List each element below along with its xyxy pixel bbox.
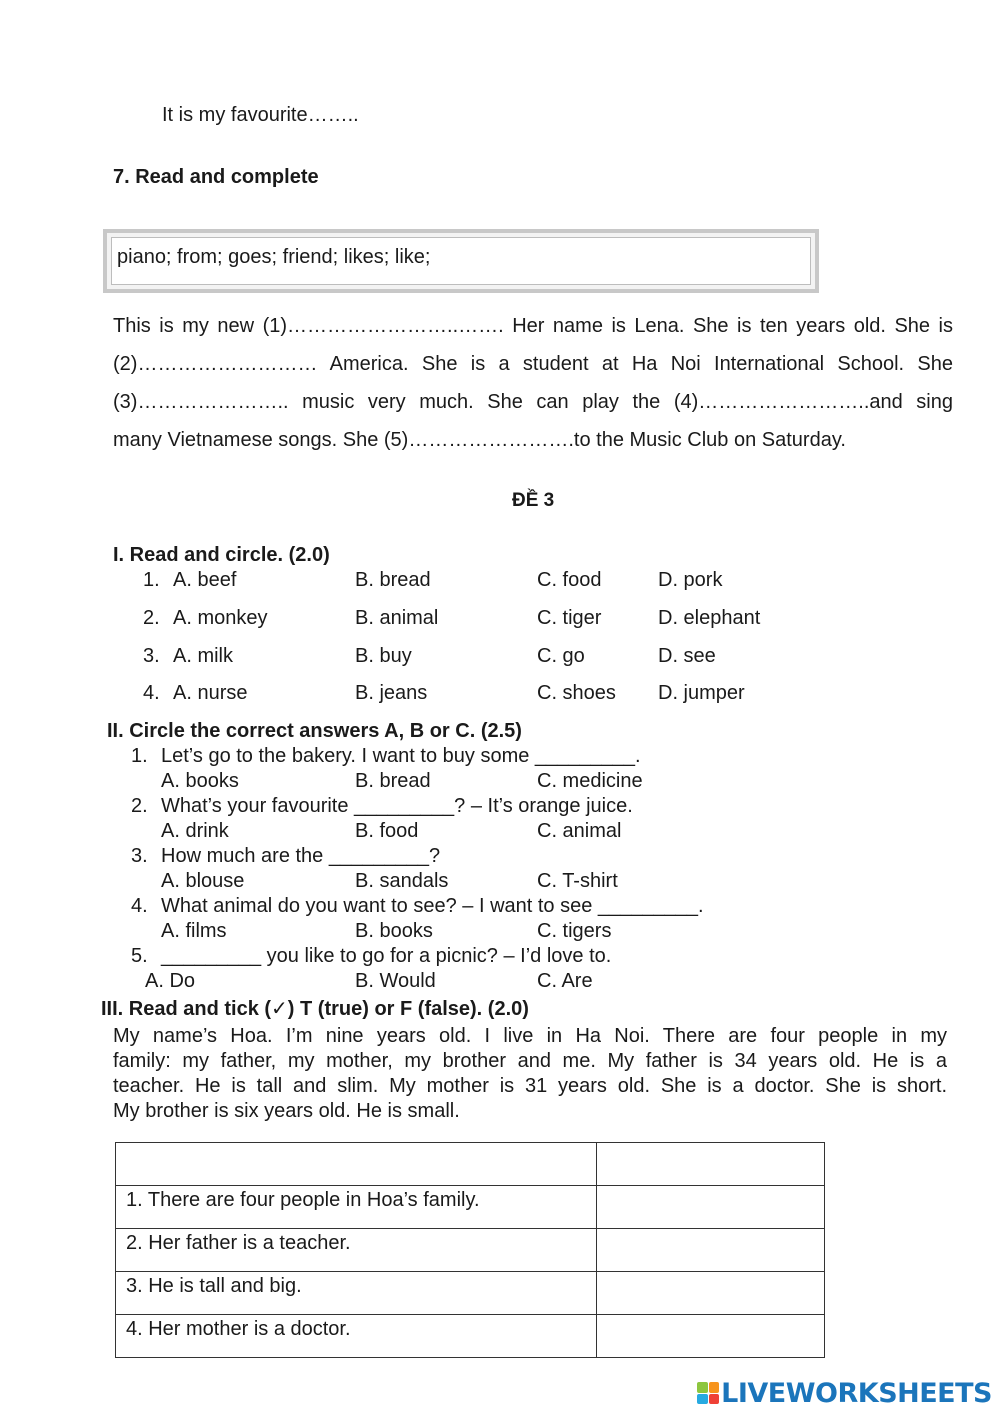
answer-cell[interactable] — [597, 1186, 825, 1229]
option-c[interactable]: C. tiger — [537, 607, 602, 629]
option-b[interactable]: B. Would — [355, 970, 436, 992]
logo-text: LIVEWORKSHEETS — [721, 1377, 992, 1409]
option-c[interactable]: C. tigers — [537, 920, 612, 942]
option-a[interactable]: A. monkey — [173, 607, 268, 629]
option-c[interactable]: C. go — [537, 645, 585, 667]
option-a[interactable]: A. milk — [173, 645, 233, 667]
option-a[interactable]: A. blouse — [161, 870, 245, 892]
completion-paragraph — [113, 307, 953, 459]
passage-line: My name’s Hoa. I’m nine years old. I live in Ha Noi. There are four people in my — [113, 1025, 947, 1047]
reading-passage — [113, 1024, 947, 1124]
question-number: 1. — [143, 569, 160, 591]
option-c[interactable]: C. Are — [537, 970, 593, 992]
logo-mark-icon — [697, 1382, 719, 1404]
completion-line: This is my new (1)……………………..……. Her name is Lena. She is ten years old. She is — [113, 315, 953, 337]
question-number: 4. — [131, 895, 148, 917]
option-c[interactable]: C. food — [537, 569, 602, 591]
question-text: What’s your favourite _________? – It’s orange juice. — [161, 795, 633, 817]
liveworksheets-logo — [697, 1378, 992, 1408]
option-b[interactable]: B. bread — [355, 770, 431, 792]
part-1-heading: I. Read and circle. (2.0) — [113, 544, 330, 566]
option-a[interactable]: A. drink — [161, 820, 229, 842]
previous-answer-line: It is my favourite…….. — [162, 104, 359, 126]
part-2-heading: II. Circle the correct answers A, B or C. (2.5) — [107, 720, 522, 742]
option-c[interactable]: C. medicine — [537, 770, 643, 792]
option-a[interactable]: A. films — [161, 920, 227, 942]
part-3-heading: III. Read and tick (✓) T (true) or F (false). (2.0) — [101, 998, 529, 1020]
option-b[interactable]: B. books — [355, 920, 433, 942]
option-a[interactable]: A. beef — [173, 569, 237, 591]
option-d[interactable]: D. jumper — [658, 682, 745, 704]
passage-line: teacher. He is tall and slim. My mother is 31 years old. She is a doctor. She is short. — [113, 1075, 947, 1097]
header-cell — [116, 1143, 597, 1186]
option-b[interactable]: B. sandals — [355, 870, 449, 892]
passage-line: family: my father, my mother, my brother and me. My father is 34 years old. He is a — [113, 1050, 947, 1072]
true-false-table — [115, 1142, 825, 1358]
option-b[interactable]: B. buy — [355, 645, 412, 667]
test-title: ĐỀ 3 — [512, 490, 555, 511]
question-number: 4. — [143, 682, 160, 704]
question-number: 2. — [131, 795, 148, 817]
question-number: 3. — [143, 645, 160, 667]
option-a[interactable]: A. nurse — [173, 682, 248, 704]
statement-cell: 2. Her father is a teacher. — [116, 1229, 597, 1272]
option-d[interactable]: D. see — [658, 645, 716, 667]
table-row — [116, 1315, 825, 1358]
table-header-row — [116, 1143, 825, 1186]
option-d[interactable]: D. elephant — [658, 607, 761, 629]
question-text: What animal do you want to see? – I want to see _________. — [161, 895, 704, 917]
answer-cell[interactable] — [597, 1315, 825, 1358]
option-c[interactable]: C. animal — [537, 820, 622, 842]
completion-line: (3)………………….. music very much. She can play the (4)……………………..and sing — [113, 391, 953, 413]
question-number: 3. — [131, 845, 148, 867]
option-b[interactable]: B. jeans — [355, 682, 428, 704]
table-row — [116, 1186, 825, 1229]
option-d[interactable]: D. pork — [658, 569, 723, 591]
word-box-text: piano; from; goes; friend; likes; like; — [117, 246, 431, 268]
option-c[interactable]: C. shoes — [537, 682, 616, 704]
statement-cell: 1. There are four people in Hoa’s family. — [116, 1186, 597, 1229]
table-row — [116, 1229, 825, 1272]
question-number: 2. — [143, 607, 160, 629]
option-b[interactable]: B. bread — [355, 569, 431, 591]
option-b[interactable]: B. food — [355, 820, 419, 842]
passage-line: My brother is six years old. He is small. — [113, 1100, 460, 1122]
option-a[interactable]: A. books — [161, 770, 239, 792]
word-box — [103, 229, 819, 293]
question-text: Let’s go to the bakery. I want to buy some _________. — [161, 745, 641, 767]
completion-line: (2)……………………… America. She is a student at Ha Noi International School. She — [113, 353, 953, 375]
statement-cell: 3. He is tall and big. — [116, 1272, 597, 1315]
question-number: 5. — [131, 945, 148, 967]
question-text: How much are the _________? — [161, 845, 441, 867]
option-a[interactable]: A. Do — [145, 970, 196, 992]
statement-cell: 4. Her mother is a doctor. — [116, 1315, 597, 1358]
answer-cell[interactable] — [597, 1229, 825, 1272]
question-text: _________ you like to go for a picnic? – I’d love to. — [161, 945, 612, 967]
answer-cell[interactable] — [597, 1272, 825, 1315]
question-number: 1. — [131, 745, 148, 767]
option-b[interactable]: B. animal — [355, 607, 439, 629]
header-cell — [597, 1143, 825, 1186]
completion-line: many Vietnamese songs. She (5)…………………….to the Music Club on Saturday. — [113, 429, 846, 451]
table-row — [116, 1272, 825, 1315]
option-c[interactable]: C. T-shirt — [537, 870, 618, 892]
section-7-heading: 7. Read and complete — [113, 166, 319, 188]
